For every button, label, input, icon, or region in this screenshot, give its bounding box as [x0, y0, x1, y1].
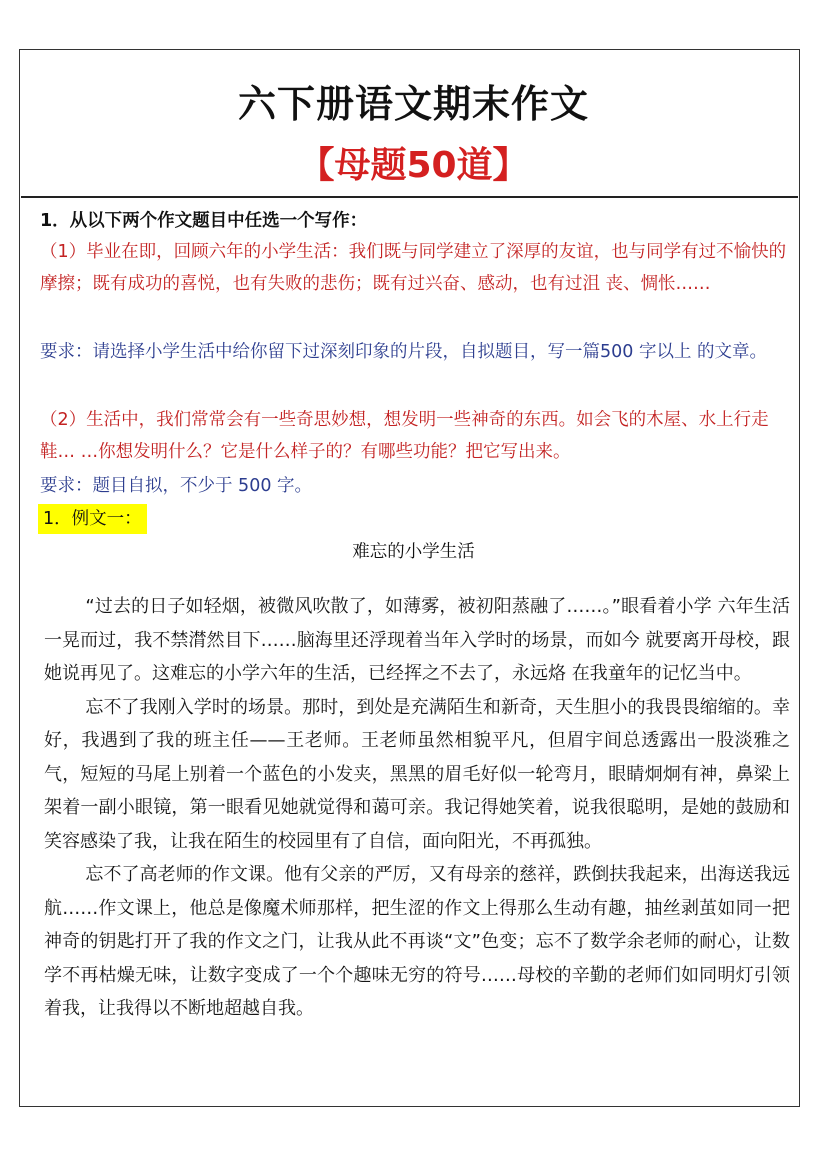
- essay-body: [44, 590, 790, 1026]
- question-option-2: （2）生活中，我们常常会有一些奇思妙想，想发明一些神奇的东西。如会飞的木屋、水上行走鞋… …你想发明什么？它是什么样子的？有哪些功能？把它写出来。: [40, 410, 769, 462]
- question-title: 1．从以下两个作文题目中任选一个写作：: [40, 211, 368, 231]
- essay-paragraph-2: 忘不了我刚入学时的场景。那时，到处是充满陌生和新奇，天生胆小的我畏畏缩缩的。幸好，我遇到了我的班主任——王老师。王老师虽然相貌平凡，但眉宇间总透露出一股淡雅之气，短短的马尾上别着一个蓝色的小发夹，黑黑的眉毛好似一轮弯月，眼睛炯炯有神，鼻梁上架着一副小眼镜，第一眼看见她就觉得和蔼可亲。我记得她笑着，说我很聪明，是她的鼓励和笑容感染了我，让我在陌生的校园里有了自信，面向阳光，不再孤独。: [44, 696, 790, 852]
- question-requirement-2: 要求：题目自拟，不少于 500 字。: [40, 476, 313, 496]
- essay-paragraph-3: 忘不了高老师的作文课。他有父亲的严厉，又有母亲的慈祥，跌倒扶我起来，出海送我远航……作文课上，他总是像魔术师那样，把生涩的作文上得那么生动有趣，抽丝剥茧如同一把神奇的钥匙打开了我的作文之门，让我从此不再谈“文”色变；忘不了数学余老师的耐心，让数学不再枯燥无味，让数字变成了一个个趣味无穷的符号……母校的辛勤的老师们如同明灯引领着我，让我得以不断地超越自我。: [44, 864, 790, 1019]
- question-option-1: （1）毕业在即，回顾六年的小学生活：我们既与同学建立了深厚的友谊，也与同学有过不愉快的摩擦；既有成功的喜悦，也有失败的悲伤；既有过兴奋、感动，也有过沮 丧、惆怅……: [40, 242, 787, 294]
- title-divider: [21, 196, 798, 198]
- essay-paragraph-1: “过去的日子如轻烟，被微风吹散了，如薄雾，被初阳蒸融了……。”眼看着小学 六年生活一晃而过，我不禁潸然目下……脑海里还浮现着当年入学时的场景，而如今 就要离开母校，跟她说再见了。这难忘的小学六年的生活，已经挥之不去了，永远烙 在我童年的记忆当中。: [44, 596, 790, 684]
- question-requirement-1: 要求：请选择小学生活中给你留下过深刻印象的片段，自拟题目，写一篇500 字以上 的文章。: [40, 342, 768, 362]
- page-title: 六下册语文期末作文: [237, 82, 589, 126]
- page-subtitle: 【母题50道】: [298, 145, 529, 186]
- example-label-highlight: 1．例文一：: [38, 504, 147, 534]
- essay-title: 难忘的小学生活: [352, 542, 475, 562]
